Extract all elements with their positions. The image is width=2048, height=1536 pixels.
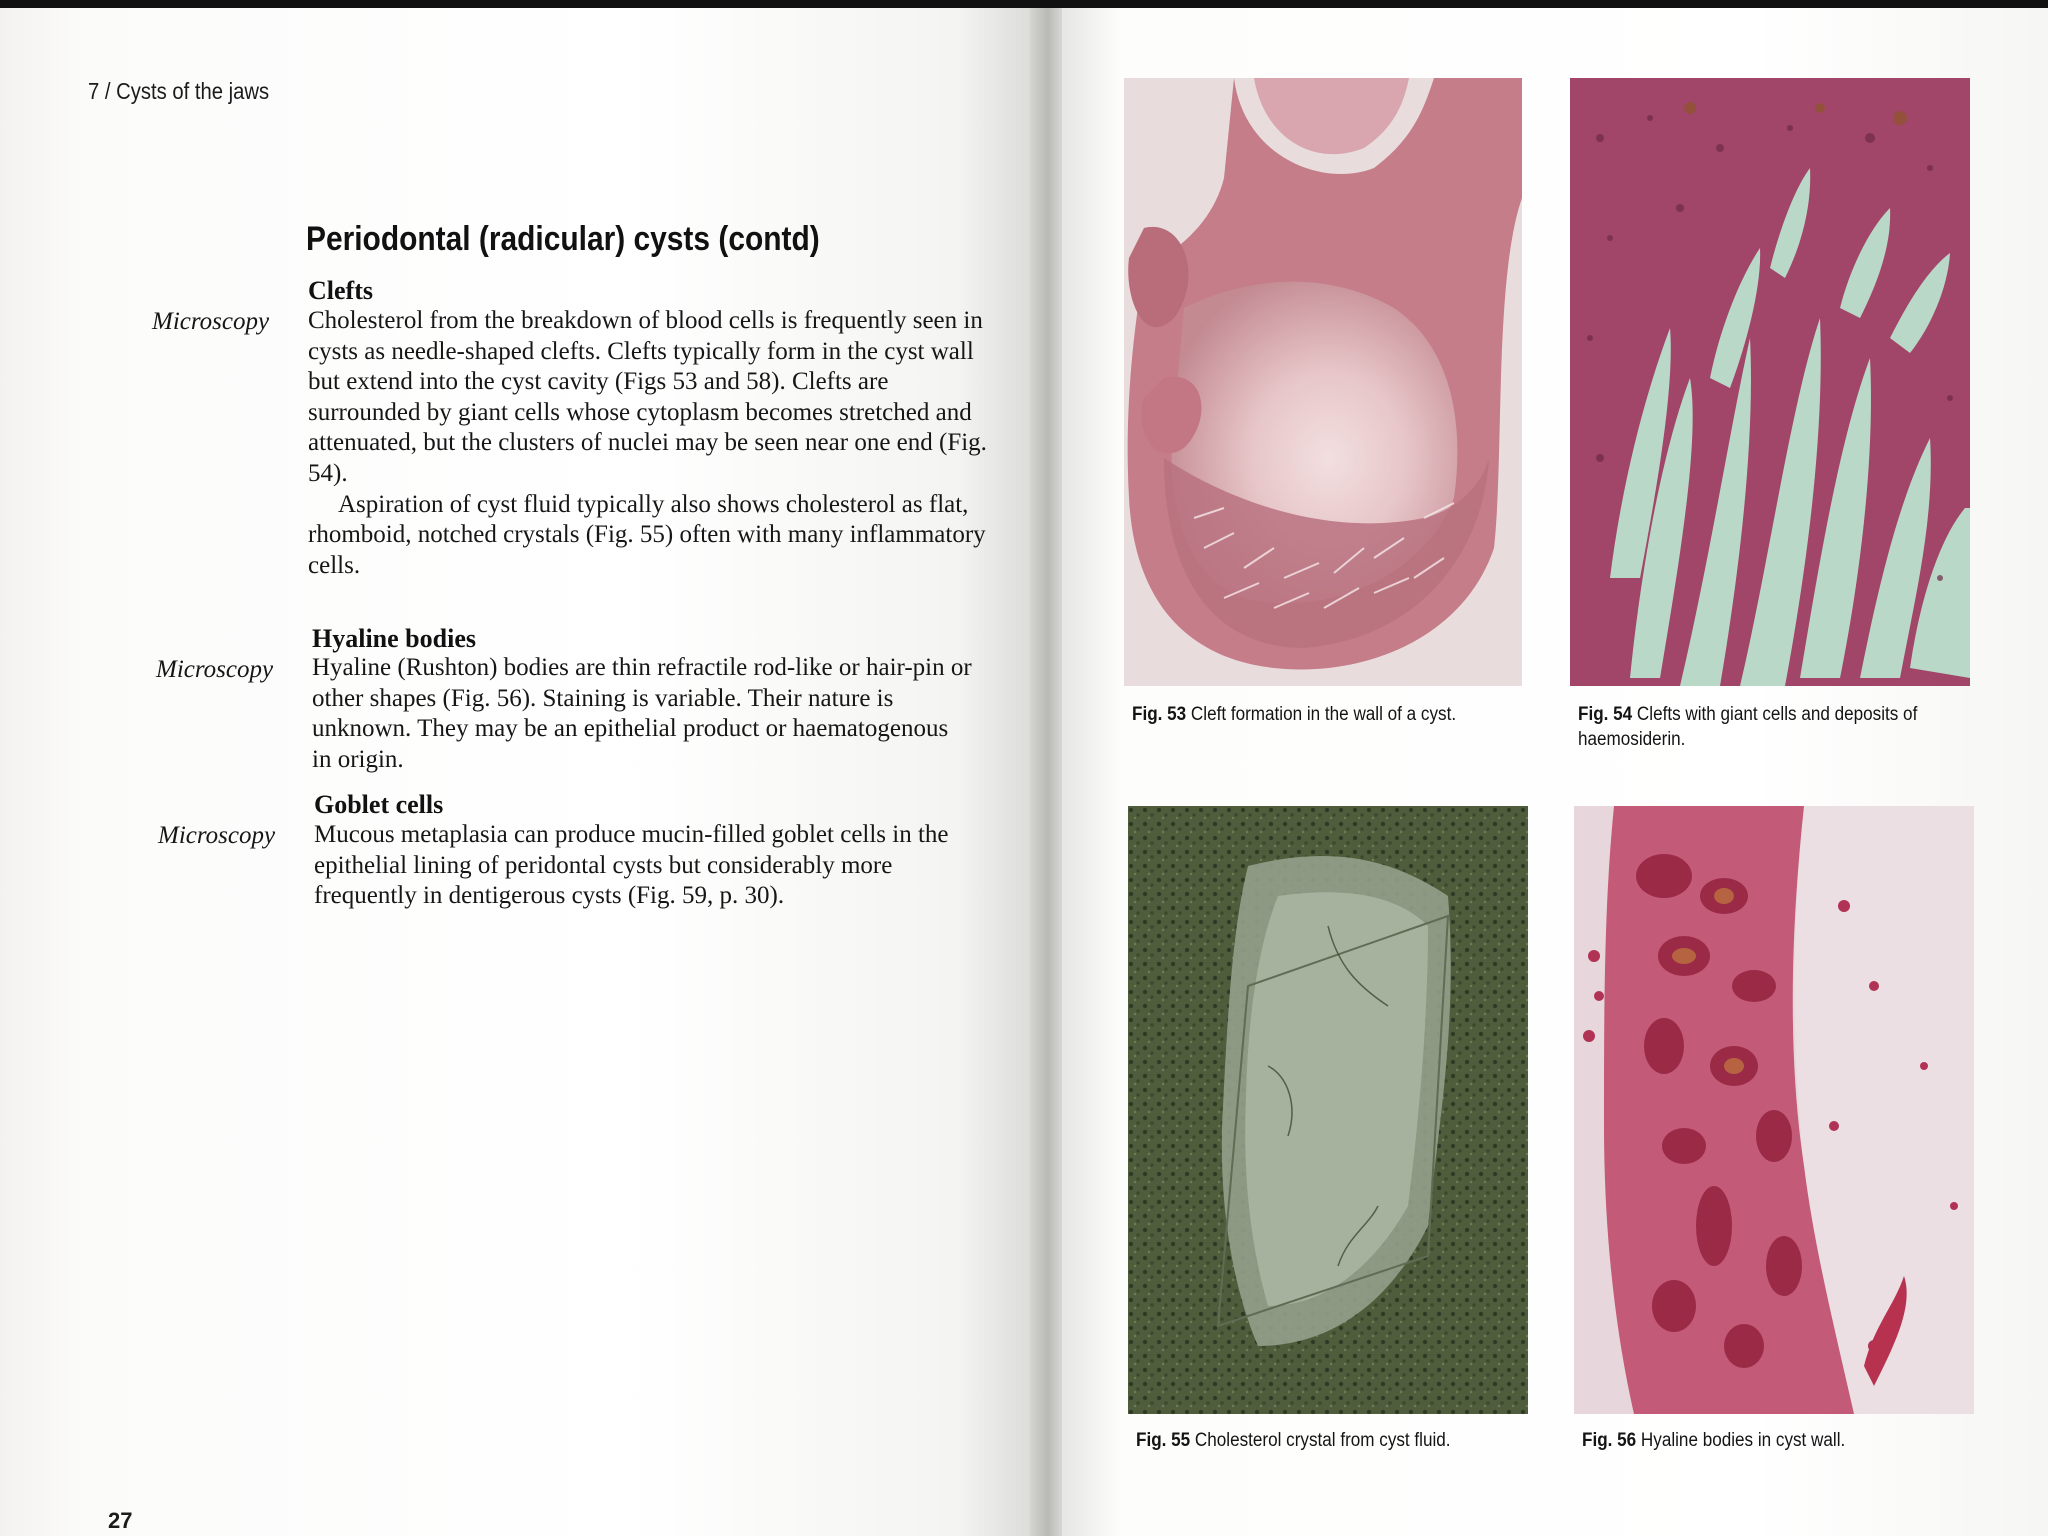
- running-head: 7 / Cysts of the jaws: [88, 78, 270, 104]
- figure-label: Fig. 53: [1132, 704, 1187, 725]
- page-number: 27: [108, 1508, 133, 1533]
- figure-54-caption: [1578, 702, 1938, 752]
- margin-label-microscopy: Microscopy: [152, 308, 270, 335]
- paragraph: Hyaline (Rushton) bodies are thin refractile rod-like or hair-pin or other shapes (Fig. 56). Staining is variable. Their nature is unknown. They may be an epithelial product or haematogenous in origin.: [312, 654, 972, 773]
- paragraph: Cholesterol from the breakdown of blood cells is frequently seen in cysts as needle-shaped clefts. Clefts typically form in the cyst wall but extend into the cyst cavity (Figs 53 and 58). Clefts are surrounded by giant cells whose cytoplasm becomes stretched and attenuated, but the clusters of nuclei may be seen near one end (Fig. 54).: [308, 307, 987, 487]
- section-heading-hyaline-bodies: Hyaline bodies: [312, 624, 476, 653]
- margin-label-microscopy: Microscopy: [156, 656, 274, 683]
- figure-label: Fig. 54: [1578, 704, 1633, 725]
- micrograph-hyaline-bodies: [1574, 806, 1974, 1414]
- figure-caption-text: Cholesterol crystal from cyst fluid.: [1194, 1430, 1451, 1451]
- figure-54-image: [1570, 78, 1970, 686]
- figure-label: Fig. 55: [1136, 1430, 1191, 1451]
- figure-caption-text: Clefts with giant cells and deposits of haemosiderin.: [1578, 704, 1918, 750]
- section-body-goblet-cells: [314, 820, 994, 912]
- micrograph-cholesterol-clefts: [1570, 78, 1970, 686]
- figure-53-image: [1124, 78, 1522, 686]
- figure-55-caption: [1136, 1428, 1496, 1453]
- section-heading-goblet-cells: Goblet cells: [314, 790, 444, 819]
- paragraph: Mucous metaplasia can produce mucin-filled goblet cells in the epithelial lining of peridontal cysts but considerably more frequently in dentigerous cysts (Fig. 59, p. 30).: [314, 821, 949, 910]
- micrograph-cyst-wall-clefts: [1124, 78, 1522, 686]
- section-body-hyaline-bodies: [312, 653, 972, 775]
- figure-56-image: [1574, 806, 1974, 1414]
- section-body-clefts: [308, 306, 998, 581]
- margin-label-microscopy: Microscopy: [158, 822, 276, 849]
- figure-56-caption: [1582, 1428, 1942, 1453]
- figure-55-image: [1128, 806, 1528, 1414]
- page-title: Periodontal (radicular) cysts (contd): [306, 220, 820, 258]
- micrograph-cholesterol-crystal: [1128, 806, 1528, 1414]
- section-heading-clefts: Clefts: [308, 276, 373, 305]
- figure-caption-text: Cleft formation in the wall of a cyst.: [1190, 704, 1457, 725]
- figure-label: Fig. 56: [1582, 1430, 1637, 1451]
- figure-53-caption: [1132, 702, 1483, 727]
- paragraph: Aspiration of cyst fluid typically also shows cholesterol as flat, rhomboid, notched crystals (Fig. 55) often with many inflammatory cells.: [308, 490, 986, 579]
- figure-caption-text: Hyaline bodies in cyst wall.: [1640, 1430, 1846, 1451]
